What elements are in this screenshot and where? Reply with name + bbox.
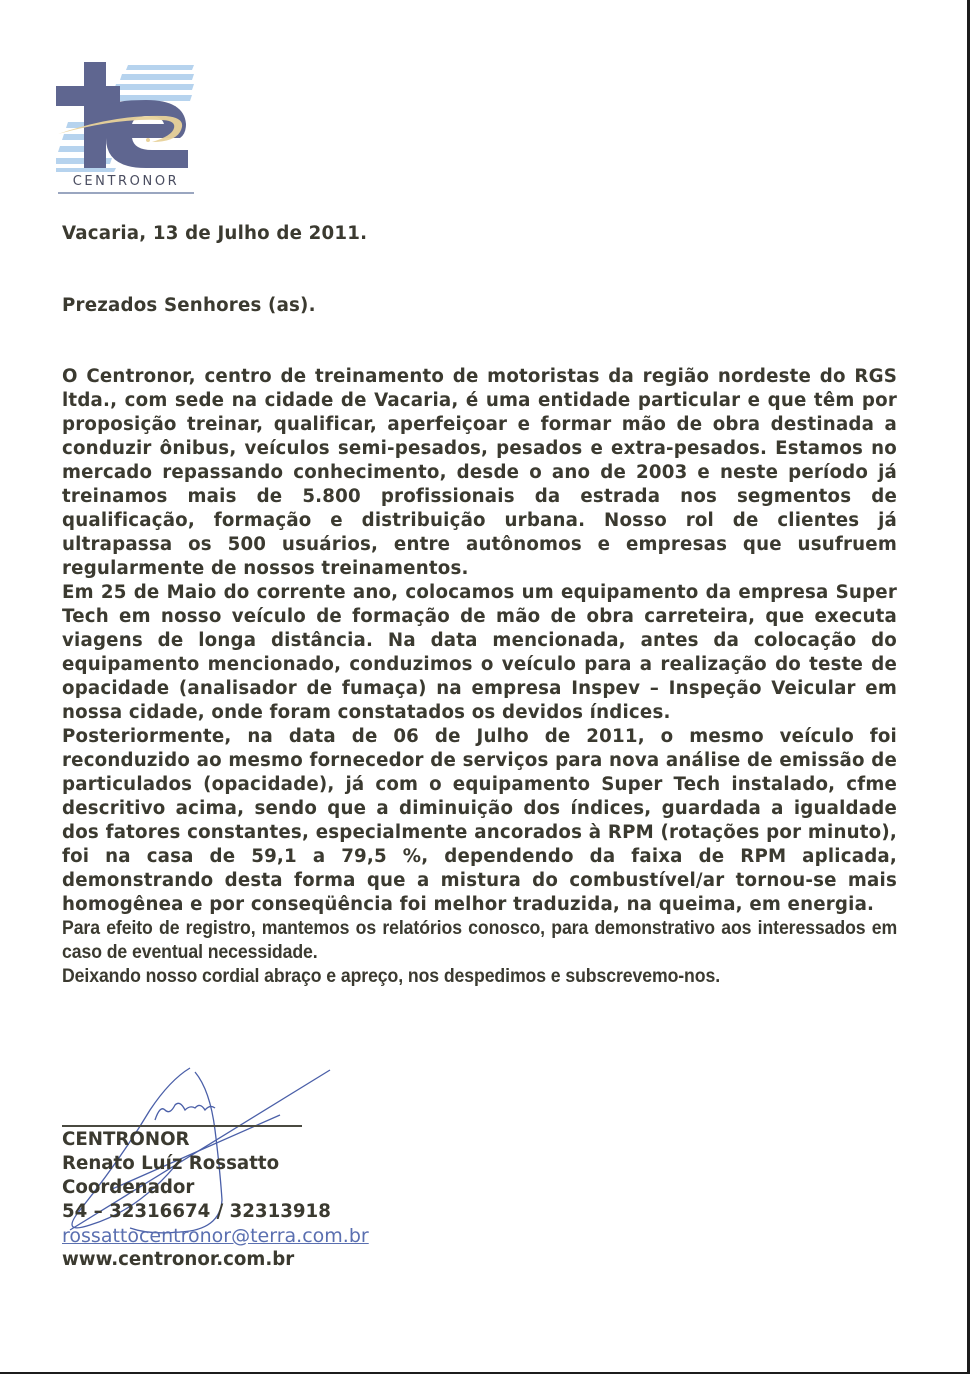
signature-email-link[interactable]: rossattocentronor@terra.com.br bbox=[62, 1225, 369, 1247]
logo-underline bbox=[58, 192, 194, 194]
logo-wordmark: CENTRONOR bbox=[72, 174, 180, 189]
signature-organization: CENTRONOR bbox=[62, 1129, 190, 1150]
paragraph-introduction: O Centronor, centro de treinamento de motoristas da região nordeste do RGS ltda., com sede na cidade de Vacaria, é uma entidade particular e que têm por proposição treinar, qualificar, aperfeiçoar e formar mão de obra destinada a conduzir ônibus, veículos semi-pesados, pesados e extra-pesados. Estamos no mercado repassando conhecimento, desde o ano de 2003 e neste período já treinamos mais de 5.800 profissionais da estrada nos segmentos de qualificação, formação e distribuição urbana. Nosso rol de clientes já ultrapassa os 500 usuários, entre autônomos e empresas que usufruem regularmente de nossos treinamentos. bbox=[62, 366, 897, 579]
signature-website[interactable]: www.centronor.com.br bbox=[62, 1249, 295, 1270]
signature-line bbox=[62, 1125, 302, 1127]
paragraph-closing: Deixando nosso cordial abraço e apreço, nos despedimos e subscrevemo-nos. bbox=[62, 966, 721, 987]
signature-name: Renato Luíz Rossatto bbox=[62, 1153, 280, 1174]
paragraph-equipment-installation: Em 25 de Maio do corrente ano, colocamos um equipamento da empresa Super Tech em nosso veículo de formação de mão de obra carreteira, que executa viagens de longa distância. Na data mencionada, antes da colocação do equipamento mencionado, conduzimos o veículo para a realização do teste de opacidade (analisador de fumaça) na empresa Inspev – Inspeção Veicular em nossa cidade, onde foram constatados os devidos índices. bbox=[62, 582, 897, 723]
date-line: Vacaria, 13 de Julho de 2011. bbox=[62, 223, 368, 244]
salutation: Prezados Senhores (as). bbox=[62, 295, 316, 316]
centronor-logo bbox=[56, 62, 196, 197]
letter-body bbox=[62, 365, 897, 989]
signature-phone: 54 – 32316674 / 32313918 bbox=[62, 1201, 331, 1222]
signature-title: Coordenador bbox=[62, 1177, 195, 1198]
logo-emblem-icon bbox=[56, 62, 196, 174]
paragraph-records: Para efeito de registro, mantemos os relatórios conosco, para demonstrativo aos interessados em caso de eventual necessidade. bbox=[62, 918, 898, 963]
signature-block bbox=[62, 1128, 369, 1272]
paragraph-results: Posteriormente, na data de 06 de Julho de 2011, o mesmo veículo foi reconduzido ao mesmo fornecedor de serviços para nova análise de emissão de particulados (opacidade), já com o equipamento Super Tech instalado, cfme descritivo acima, sendo que a diminuição dos índices, guardada a igualdade dos fatores constantes, especialmente ancorados à RPM (rotações por minuto), foi na casa de 59,1 a 79,5 %, dependendo da faixa de RPM aplicada, demonstrando desta forma que a mistura do combustível/ar tornou-se mais homogênea e por conseqüência foi melhor traduzida, na queima, em energia. bbox=[62, 726, 897, 915]
